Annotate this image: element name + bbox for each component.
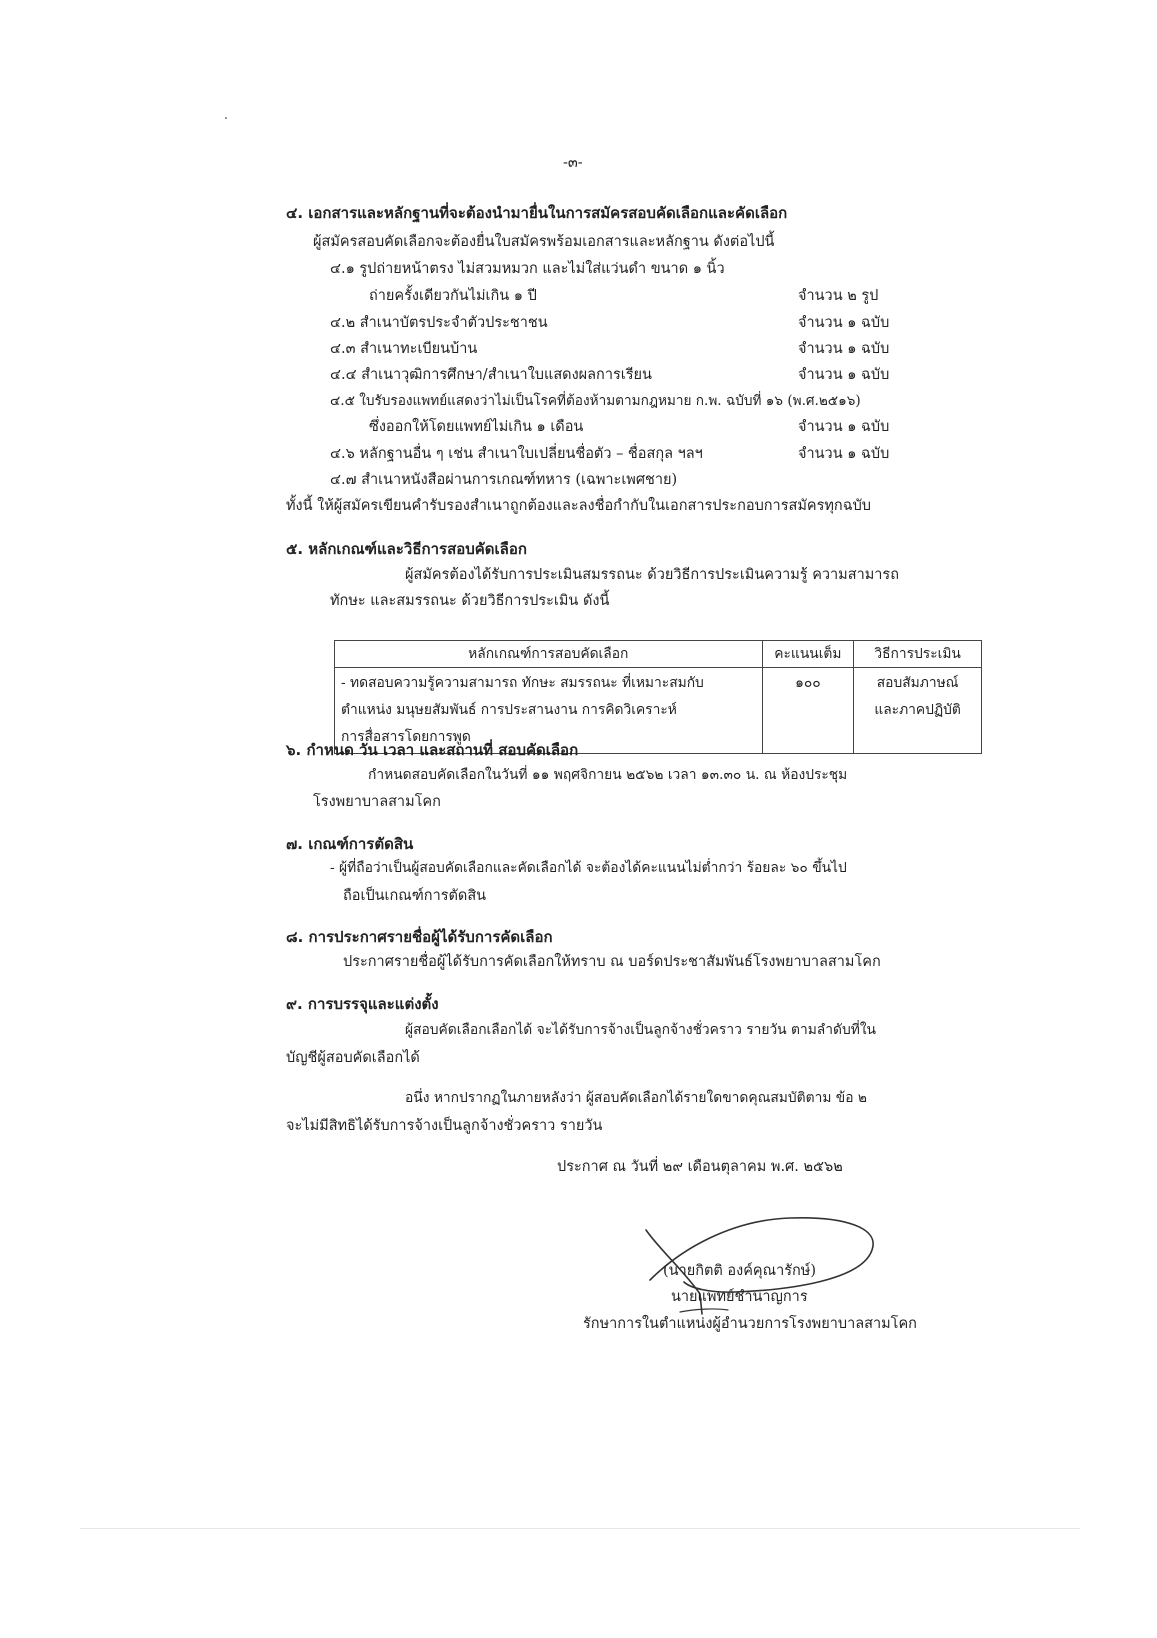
section-9-para-line4: จะไม่มีสิทธิได้รับการจ้างเป็นลูกจ้างชั่วคราว รายวัน	[286, 1118, 603, 1134]
section-7-para-line1: - ผู้ที่ถือว่าเป็นผู้สอบคัดเลือกและคัดเลือกได้ จะต้องได้คะแนนไม่ต่ำกว่า ร้อยละ ๖๐ ขึ้นไป	[330, 860, 847, 876]
section-9-heading: ๙. การบรรจุและแต่งตั้ง	[286, 995, 439, 1013]
item-4-3-qty: จำนวน ๑ ฉบับ	[798, 341, 890, 357]
criteria-line: ตำแหน่ง มนุษยสัมพันธ์ การประสานงาน การคิดวิเคราะห์	[341, 702, 677, 718]
item-4-5-qty: จำนวน ๑ ฉบับ	[798, 419, 890, 435]
item-4-5-line2: ซึ่งออกให้โดยแพทย์ไม่เกิน ๑ เดือน	[369, 419, 584, 435]
section-6-heading: ๖. กำหนด วัน เวลา และสถานที่ สอบคัดเลือก	[286, 741, 579, 759]
item-4-1-line2: ถ่ายครั้งเดียวกันไม่เกิน ๑ ปี	[369, 288, 537, 304]
item-4-1-line1: ๔.๑ รูปถ่ายหน้าตรง ไม่สวมหมวก และไม่ใส่แว่นดำ ขนาด ๑ นิ้ว	[330, 261, 725, 277]
signer-acting-position: รักษาการในตำแหน่งผู้อำนวยการโรงพยาบาลสามโคก	[583, 1316, 917, 1332]
item-4-3: ๔.๓ สำเนาทะเบียนบ้าน	[330, 341, 478, 357]
full-score-value: ๑๐๐	[795, 675, 821, 691]
item-4-6: ๔.๖ หลักฐานอื่น ๆ เช่น สำเนาใบเปลี่ยนชื่อตัว – ชื่อสกุล ฯลฯ	[330, 446, 703, 462]
section-9-para-line1: ผู้สอบคัดเลือกเลือกได้ จะได้รับการจ้างเป็นลูกจ้างชั่วคราว รายวัน ตามลำดับที่ใน	[405, 1022, 876, 1038]
item-4-6-qty: จำนวน ๑ ฉบับ	[798, 446, 890, 462]
section-5-para-line1: ผู้สมัครต้องได้รับการประเมินสมรรถนะ ด้วยวิธีการประเมินความรู้ ความสามารถ	[405, 567, 899, 583]
scan-footer-line	[80, 1528, 1080, 1529]
score-cell	[762, 668, 854, 754]
item-4-1-qty: จำนวน ๒ รูป	[798, 288, 879, 304]
scan-speck	[225, 117, 227, 119]
signer-position: นายแพทย์ชำนาญการ	[671, 1289, 808, 1305]
item-4-4: ๔.๔ สำเนาวุฒิการศึกษา/สำเนาใบแสดงผลการเรียน	[330, 367, 652, 383]
criteria-header: หลักเกณฑ์การสอบคัดเลือก	[335, 641, 763, 668]
method-cell	[854, 668, 982, 754]
section-8-para: ประกาศรายชื่อผู้ได้รับการคัดเลือกให้ทราบ ณ บอร์ดประชาสัมพันธ์โรงพยาบาลสามโคก	[343, 954, 881, 970]
criteria-line: - ทดสอบความรู้ความสามารถ ทักษะ สมรรถนะ ที่เหมาะสมกับ	[341, 675, 704, 691]
item-4-4-qty: จำนวน ๑ ฉบับ	[798, 367, 890, 383]
section-6-para-line2: โรงพยาบาลสามโคก	[313, 794, 441, 810]
section-7-para-line2: ถือเป็นเกณฑ์การตัดสิน	[343, 888, 487, 904]
full-score-header: คะแนนเต็ม	[762, 641, 854, 668]
section-7-heading: ๗. เกณฑ์การตัดสิน	[286, 835, 414, 853]
method-line: สอบสัมภาษณ์	[876, 675, 959, 691]
item-4-2-qty: จำนวน ๑ ฉบับ	[798, 315, 890, 331]
section-9-para-line2: บัญชีผู้สอบคัดเลือกได้	[286, 1050, 420, 1066]
page-number: -๓-	[563, 155, 583, 171]
announcement-date: ประกาศ ณ วันที่ ๒๙ เดือนตุลาคม พ.ศ. ๒๕๖๒	[557, 1159, 843, 1175]
item-4-7: ๔.๗ สำเนาหนังสือผ่านการเกณฑ์ทหาร (เฉพาะเพศชาย)	[330, 472, 678, 488]
item-4-2: ๔.๒ สำเนาบัตรประจำตัวประชาชน	[330, 315, 548, 331]
criteria-line: การสื่อสารโดยการพูด	[341, 729, 471, 745]
section-5-para-line2: ทักษะ และสมรรถนะ ด้วยวิธีการประเมิน ดังนี้	[330, 593, 610, 609]
signer-name: (นายกิตติ องค์คุณารักษ์)	[663, 1263, 816, 1279]
section-9-para-line3: อนึ่ง หากปรากฏในภายหลังว่า ผู้สอบคัดเลือกได้รายใดขาดคุณสมบัติตาม ข้อ ๒	[405, 1090, 867, 1106]
item-4-5-line1: ๔.๕ ใบรับรองแพทย์แสดงว่าไม่เป็นโรคที่ต้องห้ามตามกฎหมาย ก.พ. ฉบับที่ ๑๖ (พ.ศ.๒๕๑๖)	[330, 393, 861, 409]
section-4-heading: ๔. เอกสารและหลักฐานที่จะต้องนำมายื่นในการสมัครสอบคัดเลือกและคัดเลือก	[286, 204, 788, 222]
section-6-para-line1: กำหนดสอบคัดเลือกในวันที่ ๑๑ พฤศจิกายน ๒๕๖๒ เวลา ๑๓.๓๐ น. ณ ห้องประชุม	[368, 767, 848, 783]
section-4-note: ทั้งนี้ ให้ผู้สมัครเขียนคำรับรองสำเนาถูกต้องและลงชื่อกำกับในเอกสารประกอบการสมัครทุกฉบับ	[286, 498, 871, 514]
criteria-table-header	[335, 641, 982, 668]
criteria-table	[334, 640, 982, 754]
section-4-intro: ผู้สมัครสอบคัดเลือกจะต้องยื่นใบสมัครพร้อมเอกสารและหลักฐาน ดังต่อไปนี้	[313, 234, 775, 250]
method-line: และภาคปฏิบัติ	[874, 702, 961, 718]
section-8-heading: ๘. การประกาศรายชื่อผู้ได้รับการคัดเลือก	[286, 928, 553, 946]
section-5-heading: ๕. หลักเกณฑ์และวิธีการสอบคัดเลือก	[286, 540, 527, 558]
method-header: วิธีการประเมิน	[854, 641, 982, 668]
